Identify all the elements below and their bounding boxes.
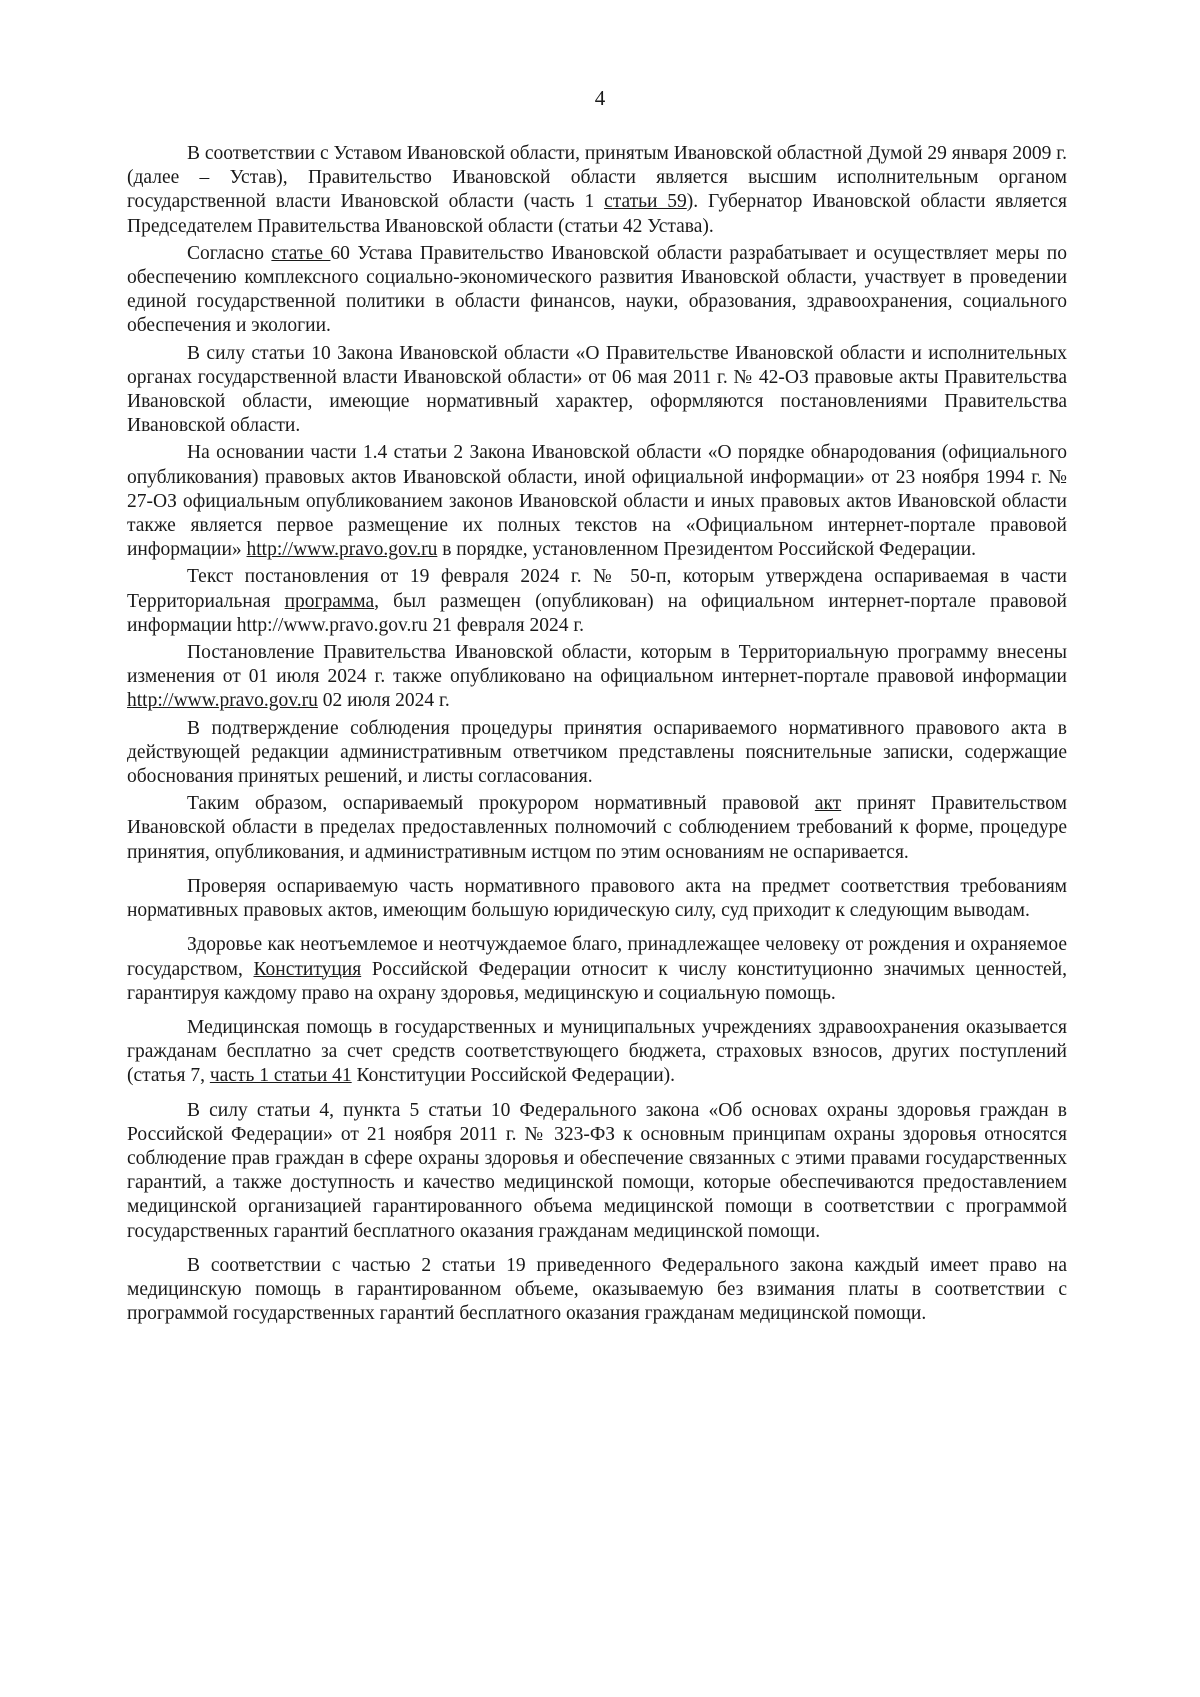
paragraph bbox=[127, 792, 1067, 865]
page-number: 4 bbox=[594, 86, 606, 110]
paragraph-text: , был размещен (опубликован) на официальном интернет-портале правовой информации http://www.pravo.gov.ru 21 февраля 2024 г. bbox=[127, 590, 1067, 636]
paragraph-text: В соответствии с частью 2 статьи 19 приведенного Федерального закона каждый имеет право на медицинскую помощь в гарантированном объеме, оказываемую без взимания платы в соответствии с программой государственных гарантий бесплатного оказания гражданам медицинской помощи. bbox=[127, 1254, 1067, 1325]
paragraph-text: В соответствии с Уставом Ивановской области, принятым Ивановской областной Думой 29 января 2009 г. (далее – Устав), Правительство Ивановской области является высшим исполнительным органом государственной власти Ивановской области (часть 1 bbox=[127, 143, 1067, 213]
paragraph-text: Медицинская помощь в государственных и муниципальных учреждениях здравоохранения оказывается гражданам бесплатно за счет средств соответствующего бюджета, страховых взносов, других поступлений (статья 7, bbox=[127, 1016, 1067, 1087]
paragraph-text: В подтверждение соблюдения процедуры принятия оспариваемого нормативного правового акта в действующей редакции административным ответчиком представлены пояснительные записки, содержащие обоснования принятых решений, и листы согласования. bbox=[127, 717, 1067, 788]
document-link[interactable]: http://www.pravo.gov.ru bbox=[127, 690, 318, 712]
document-link[interactable]: часть 1 статьи 41 bbox=[209, 1065, 352, 1087]
paragraph bbox=[127, 1254, 1067, 1327]
paragraph bbox=[127, 342, 1067, 439]
paragraph-text: 60 Устава Правительство Ивановской области разрабатывает и осуществляет меры по обеспечению комплексного социально-экономического развития Ивановской области, участвует в проведении единой государственной политики в области финансов, науки, образования, здравоохранения, социального обеспечения и экологии. bbox=[127, 242, 1067, 337]
paragraph-text: Постановление Правительства Ивановской области, которым в Территориальную программу внесены изменения от 01 июля 2024 г. также опубликовано на официальном интернет-портале правовой информации bbox=[127, 642, 1067, 688]
paragraph-text: На основании части 1.4 статьи 2 Закона Ивановской области «О порядке обнародования (официального опубликования) правовых актов Ивановской области, иной официальной информации» от 23 ноября 1994 г. № 27-ОЗ официальным опубликованием законов Ивановской области и иных правовых актов Ивановской области также является первое размещение их полных текстов на «Официальном интернет-портале правовой информации» bbox=[127, 442, 1067, 561]
paragraph bbox=[127, 875, 1067, 923]
paragraph bbox=[127, 242, 1067, 339]
paragraph bbox=[127, 441, 1067, 562]
paragraph-text: Таким образом, оспариваемый прокурором нормативный правовой bbox=[187, 793, 815, 815]
paragraph-text: В силу статьи 10 Закона Ивановской области «О Правительстве Ивановской области и исполнительных органах государственной власти Ивановской области» от 06 мая 2011 г. № 42-ОЗ правовые акты Правительства Ивановской области, имеющие нормативный характер, оформляются постановлениями Правительства Ивановской области. bbox=[127, 342, 1067, 437]
paragraph bbox=[127, 1016, 1067, 1089]
paragraph bbox=[127, 1099, 1067, 1244]
document-link[interactable]: статье bbox=[271, 242, 331, 264]
paragraph bbox=[127, 717, 1067, 790]
paragraph-text: Конституции Российской Федерации). bbox=[351, 1065, 675, 1087]
document-link[interactable]: акт bbox=[814, 793, 842, 815]
document-link[interactable]: программа bbox=[284, 590, 375, 612]
paragraph-text: Текст постановления от 19 февраля 2024 г. № 50-п, которым утверждена оспариваемая в части Территориальная bbox=[127, 566, 1067, 612]
paragraph-text: Проверяя оспариваемую часть нормативного правового акта на предмет соответствия требованиям нормативных правовых актов, имеющим большую юридическую силу, суд приходит к следующим выводам. bbox=[127, 875, 1067, 922]
document-link[interactable]: Конституция bbox=[253, 958, 362, 980]
paragraph-text: Российской Федерации относит к числу конституционно значимых ценностей, гарантируя каждому право на охрану здоровья, медицинскую и социальную помощь. bbox=[127, 958, 1067, 1004]
paragraph-text: Согласно bbox=[187, 242, 272, 264]
paragraph-text: в порядке, установленном Президентом Российской Федерации. bbox=[437, 539, 977, 561]
document-link[interactable]: http://www.pravo.gov.ru bbox=[246, 539, 438, 561]
paragraph bbox=[127, 142, 1067, 239]
document-body bbox=[127, 142, 1067, 1329]
document-link[interactable]: статьи 59 bbox=[604, 191, 687, 213]
paragraph bbox=[127, 565, 1067, 638]
paragraph bbox=[127, 641, 1067, 714]
paragraph-text: В силу статьи 4, пункта 5 статьи 10 Федерального закона «Об основах охраны здоровья граждан в Российской Федерации» от 21 ноября 2011 г. № 323-ФЗ к основным принципам охраны здоровья относятся соблюдение прав граждан в сфере охраны здоровья и обеспечение связанных с этими правами государственных гарантий, а также доступность и качество медицинской помощи, которые обеспечиваются предоставлением медицинской организацией гарантированного объема медицинской помощи в соответствии с программой государственных гарантий бесплатного оказания гражданам медицинской помощи. bbox=[127, 1099, 1067, 1242]
paragraph-text: 02 июля 2024 г. bbox=[317, 690, 450, 712]
paragraph-text: принят Правительством Ивановской области в пределах предоставленных полномочий с соблюдением требований к форме, процедуре принятия, опубликования, и административным истцом по этим основаниям не оспаривается. bbox=[127, 793, 1067, 863]
paragraph bbox=[127, 933, 1067, 1006]
paragraph-text: Здоровье как неотъемлемое и неотчуждаемое благо, принадлежащее человеку от рождения и охраняемое государством, bbox=[127, 934, 1067, 980]
paragraph-text: ). Губернатор Ивановской области является Председателем Правительства Ивановской области (статьи 42 Устава). bbox=[127, 191, 1067, 237]
